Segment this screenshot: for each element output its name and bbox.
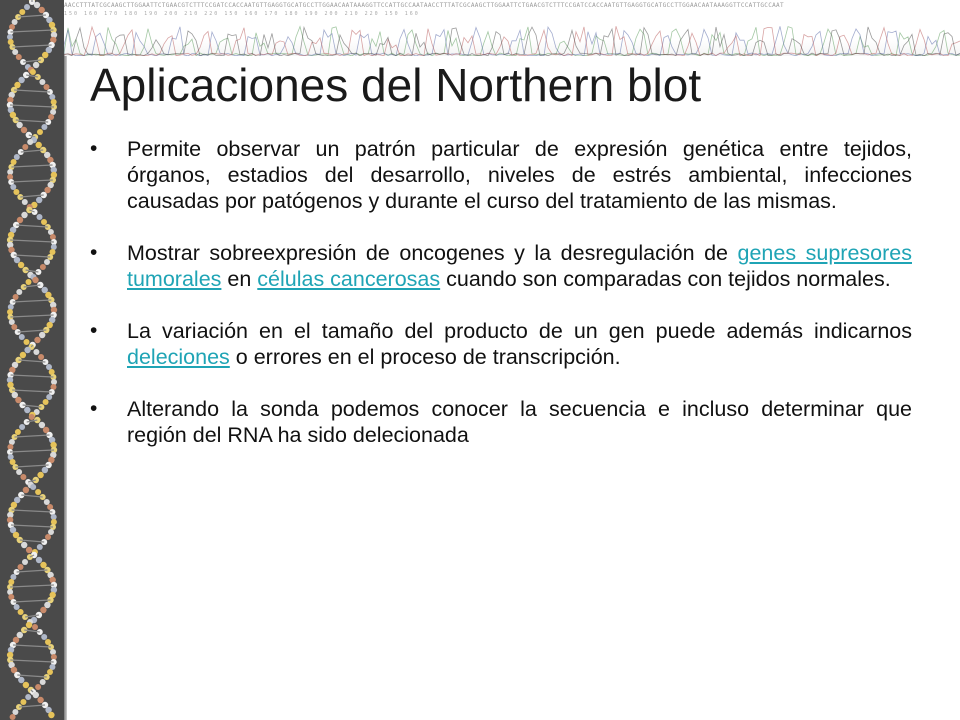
bullet-text: en — [221, 267, 258, 291]
bullet-item — [90, 136, 912, 214]
bullet-dot: • — [90, 319, 98, 342]
bullet-text: cuando son comparadas con tejidos normales. — [440, 267, 891, 291]
sequence-position-numbers: 150 160 170 180 190 200 210 220 150 160 170 180 190 200 210 220 150 160 — [64, 11, 420, 17]
hyperlink[interactable]: genes supresores tumorales — [127, 241, 912, 291]
dna-helix-graphic — [0, 0, 64, 720]
bullet-dot: • — [90, 137, 98, 160]
chromatogram-peaks-graphic — [64, 0, 960, 56]
bullet-text: Permite observar un patrón particular de expresión genética entre tejidos, órganos, estadios del desarrollo, niveles de estrés ambiental, infecciones causadas por patógenos y durante el curso del tratamiento de las mismas. — [127, 137, 912, 213]
bullet-item — [90, 396, 912, 448]
hyperlink[interactable]: células cancerosas — [257, 267, 441, 291]
bullet-text: La variación en el tamaño del producto de un gen puede además indicarnos — [127, 319, 912, 343]
slide-title: Aplicaciones del Northern blot — [90, 59, 702, 111]
bullet-item — [90, 318, 912, 370]
bullet-dot: • — [90, 397, 98, 420]
sequence-text: AACCTTTATCGCAAGCTTGGAATTCTGAACGTCTTTCCGATCCACCAATGTTGAGGTGCATGCCTTGGAACAATAAAGGTTCCATTGCCAATAACCTTTATCGCAAGCTTGGAATTCTGAACGTCTTTCCGATCCACCAATGTTGAGGTGCATGCCTTGGAACAATAAAGGTTCCATTGCCAAT — [64, 2, 784, 9]
dna-decoration-strip — [0, 0, 64, 720]
hyperlink[interactable]: deleciones — [127, 345, 230, 369]
bullet-text: Mostrar sobreexpresión de oncogenes y la desregulación de — [127, 241, 738, 265]
bullet-item — [90, 240, 912, 292]
chromatogram-banner — [64, 0, 960, 56]
strip-edge-shadow — [64, 0, 67, 720]
bullet-text: Alterando la sonda podemos conocer la secuencia e incluso determinar que región del RNA ha sido delecionada — [127, 397, 912, 447]
bullet-dot: • — [90, 241, 98, 264]
bullet-text: o errores en el proceso de transcripción. — [229, 345, 621, 369]
bullet-list — [90, 136, 912, 474]
